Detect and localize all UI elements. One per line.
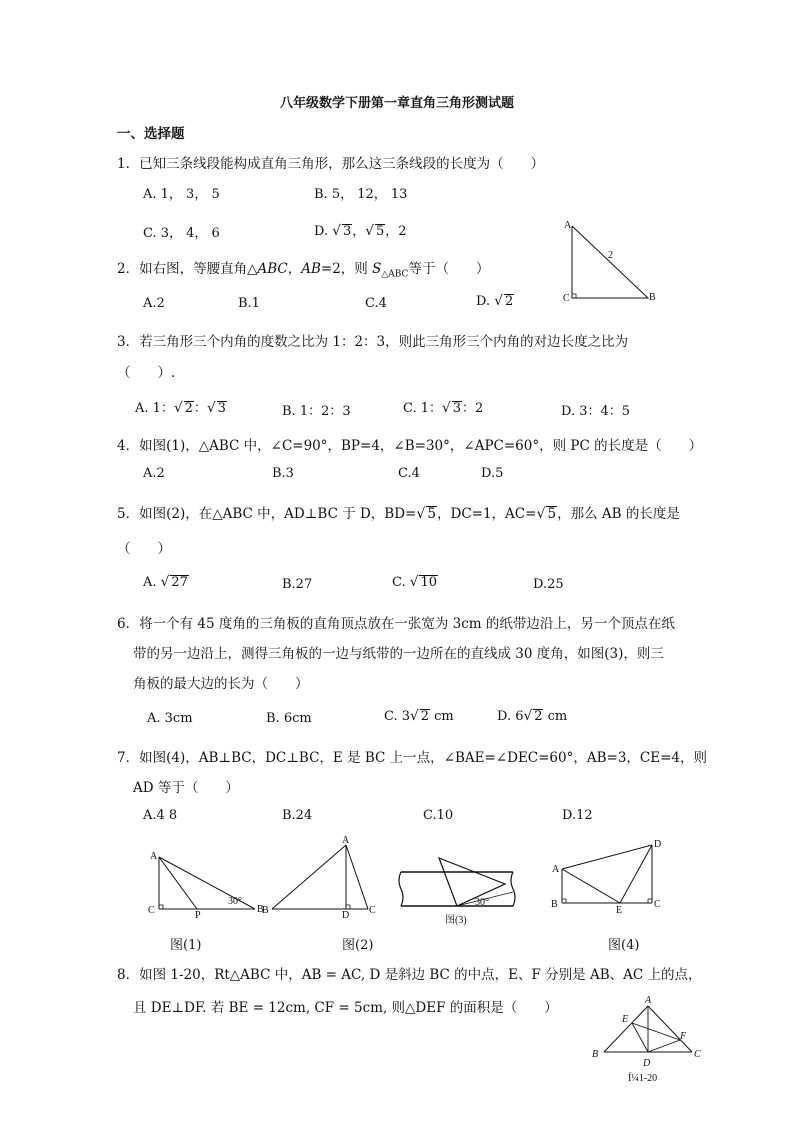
svg-text:D: D [342, 910, 350, 918]
svg-text:C: C [369, 905, 376, 916]
figure-2 [262, 833, 382, 918]
question-6-line2: 带的另一边沿上，测得三角板的一边与纸带的一边所在的直线成 30 度角，如图(3)，则三 [133, 646, 664, 662]
section-heading: 一、选择题 [117, 126, 185, 142]
svg-text:C: C [148, 905, 155, 916]
svg-text:C: C [654, 899, 661, 910]
question-3-line2: （ ）. [117, 365, 176, 381]
question-8-line2: 且 DE⊥DF. 若 BE = 12cm, CF = 5cm, 则△DEF 的面积是（ ） [133, 1000, 558, 1016]
svg-text:A: A [150, 851, 158, 862]
q6-option-b: B. 6cm [266, 711, 312, 726]
q4-option-b: B.3 [272, 466, 294, 481]
question-5-line2: （ ） [117, 541, 171, 557]
q7-option-b: B.24 [282, 808, 313, 823]
q2-option-d: D. √ 2 [476, 293, 514, 309]
q6-option-a: A. 3cm [147, 711, 193, 726]
q4-option-c: C.4 [398, 466, 420, 481]
figure-1-20 [586, 994, 711, 1086]
figure-1-caption: 图(1) [170, 938, 202, 953]
question-8-line1: 8．如图 1-20，Rt△ABC 中，AB = AC, D 是斜边 BC 的中点，E、F 分别是 AB、AC 上的点， [117, 967, 702, 983]
svg-text:D: D [643, 1058, 651, 1069]
svg-text:Í¼1-20: Í¼1-20 [628, 1073, 658, 1084]
page-title: 八年级数学下册第一章直角三角形测试题 [279, 96, 514, 111]
q7-option-d: D.12 [562, 808, 593, 823]
svg-text:30°: 30° [475, 897, 489, 908]
q7-option-c: C.10 [423, 808, 454, 823]
svg-text:E: E [616, 905, 623, 916]
figure-3 [395, 832, 520, 927]
figure-1 [145, 845, 265, 920]
question-4-stem: 4．如图(1)，△ABC 中，∠C=90°，BP=4，∠B=30°，∠APC=60°，则 PC 的长度是（ ） [117, 438, 703, 454]
svg-text:2: 2 [608, 250, 613, 261]
svg-text:F: F [680, 1031, 687, 1042]
svg-text:B: B [262, 905, 269, 916]
q5-option-a: A. √ 27 [143, 574, 188, 590]
svg-text:E: E [622, 1014, 629, 1025]
q1-option-b: B. 5， 12， 13 [314, 187, 408, 202]
q1-option-a: A. 1， 3， 5 [143, 187, 220, 202]
q1-option-c: C. 3， 4， 6 [143, 226, 220, 241]
svg-text:图(3): 图(3) [445, 915, 467, 926]
svg-text:A: A [342, 835, 350, 846]
figure-2-caption: 图(2) [342, 938, 374, 953]
question-6-line3: 角板的最大边的长为（ ） [133, 676, 309, 692]
svg-text:B: B [592, 1049, 599, 1060]
question-3-line1: 3．若三角形三个内角的度数之比为 1：2：3，则此三角形三个内角的对边长度之比为 [117, 334, 629, 350]
q2-figure-right-triangle [560, 218, 660, 310]
q6-option-c: C. 3√ 2 cm [384, 708, 454, 724]
q4-option-a: A.2 [143, 466, 165, 481]
figure-4 [548, 833, 673, 918]
svg-text:D: D [654, 839, 662, 850]
question-7-line2: AD 等于（ ） [133, 780, 239, 796]
q2-option-c: C.4 [365, 296, 387, 311]
q1-option-d: D. √ 3，√ 5，2 [314, 223, 407, 239]
svg-text:C: C [563, 293, 570, 304]
q3-option-a: A. 1：√ 2：√ 3 [135, 400, 226, 416]
svg-text:B: B [649, 292, 656, 303]
svg-text:P: P [195, 910, 201, 920]
svg-text:B: B [551, 899, 558, 910]
q7-option-a: A.4 8 [143, 808, 178, 823]
question-2-stem: 2．如右图，等腰直角△ABC，AB=2，则 $S_{\triangle ABC}$等于（ ） [117, 261, 490, 280]
svg-text:A: A [645, 995, 652, 1006]
q3-option-d: D. 3：4：5 [561, 404, 631, 419]
q5-option-b: B.27 [282, 577, 313, 592]
figure-4-caption: 图(4) [608, 938, 640, 953]
svg-text:A: A [552, 864, 560, 875]
q6-option-d: D. 6√ 2 cm [497, 708, 568, 724]
q2-option-a: A.2 [143, 296, 165, 311]
question-1-stem: 1．已知三条线段能构成直角三角形，那么这三条线段的长度为（ ） [117, 156, 545, 172]
question-6-line1: 6．将一个有 45 度角的三角板的直角顶点放在一张宽为 3cm 的纸带边沿上，另一个顶点在纸 [117, 616, 675, 632]
svg-text:C: C [694, 1049, 701, 1060]
q4-option-d: D.5 [481, 466, 504, 481]
svg-text:A: A [564, 220, 572, 231]
svg-text:30°: 30° [228, 896, 242, 907]
q5-option-c: C. √ 10 [392, 574, 437, 590]
q3-option-b: B. 1：2：3 [282, 404, 351, 419]
svg-text:B: B [257, 904, 264, 915]
question-5-line1: 5．如图(2)，在△ABC 中，AD⊥BC 于 D，BD=√ 5，DC=1，AC=√ 5，那么 AB 的长度是 [117, 506, 680, 522]
q3-option-c: C. 1：√ 3：2 [403, 400, 484, 416]
q2-option-b: B.1 [238, 296, 260, 311]
question-7-line1: 7．如图(4)，AB⊥BC，DC⊥BC，E 是 BC 上一点，∠BAE=∠DEC=60°，AB=3，CE=4，则 [117, 750, 708, 766]
q5-option-d: D.25 [533, 577, 564, 592]
